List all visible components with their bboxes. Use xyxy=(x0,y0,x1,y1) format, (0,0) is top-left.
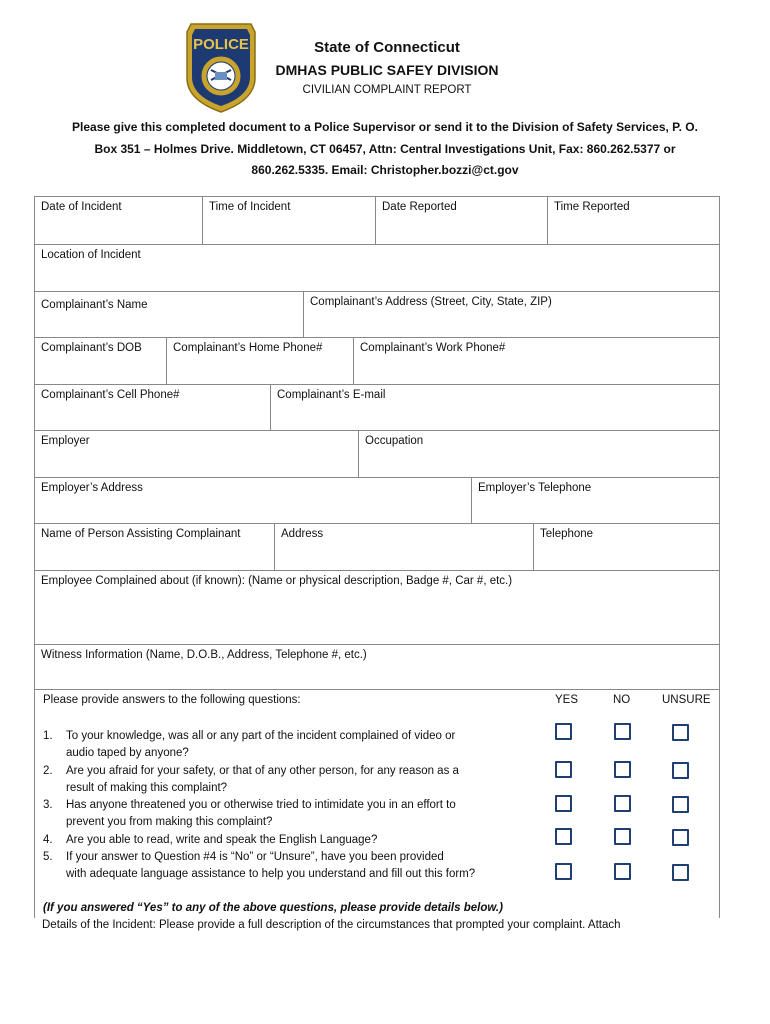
form-row-assisting xyxy=(35,523,719,570)
complainant-address-field[interactable]: Complainant’s Address (Street, City, State, ZIP) xyxy=(303,292,719,337)
q2-no-checkbox[interactable] xyxy=(614,761,631,778)
question-item-continued xyxy=(43,866,533,883)
question-text: result of making this complaint? xyxy=(66,781,228,794)
date-reported-field[interactable]: Date Reported xyxy=(375,197,547,244)
question-item xyxy=(43,728,533,745)
complaint-form-table xyxy=(34,196,720,690)
form-row-dates xyxy=(35,197,719,244)
form-row-witness xyxy=(35,644,719,689)
question-text: audio taped by anyone? xyxy=(66,747,189,760)
question-item xyxy=(43,849,533,866)
form-row-contact xyxy=(35,384,719,430)
q1-unsure-checkbox[interactable] xyxy=(672,724,689,741)
instructions-line-1: Please give this completed document to a Police Supervisor or send it to the Division of Safety Services, P. O. xyxy=(72,120,698,134)
form-row-employer-address xyxy=(35,477,719,523)
question-text: To your knowledge, was all or any part of the incident complained of video or xyxy=(66,730,456,742)
q4-yes-checkbox[interactable] xyxy=(555,828,572,845)
question-number: 3. xyxy=(43,799,53,812)
q3-unsure-checkbox[interactable] xyxy=(672,796,689,813)
form-row-employee-complained xyxy=(35,570,719,644)
q3-yes-checkbox[interactable] xyxy=(555,795,572,812)
question-text: prevent you from making this complaint? xyxy=(66,816,273,829)
email-field[interactable]: Complainant’s E-mail xyxy=(270,385,719,430)
q4-no-checkbox[interactable] xyxy=(614,828,631,845)
employer-telephone-field[interactable]: Employer’s Telephone xyxy=(471,478,719,523)
report-title: CIVILIAN COMPLAINT REPORT xyxy=(302,84,472,96)
instructions-line-3: 860.262.5335. Email: Christopher.bozzi@ct.gov xyxy=(251,163,519,177)
employee-complained-field[interactable]: Employee Complained about (if known): (Name or physical description, Badge #, Car #, etc.) xyxy=(41,575,513,587)
date-of-incident-field[interactable]: Date of Incident xyxy=(41,201,122,213)
assisting-person-field[interactable]: Name of Person Assisting Complainant xyxy=(41,528,241,540)
assisting-telephone-field[interactable]: Telephone xyxy=(533,524,719,570)
question-text: Are you afraid for your safety, or that of any other person, for any reason as a xyxy=(66,764,459,777)
column-no: NO xyxy=(613,694,631,706)
form-row-location xyxy=(35,244,719,291)
q5-yes-checkbox[interactable] xyxy=(555,863,572,880)
employer-address-field[interactable]: Employer’s Address xyxy=(41,482,143,494)
work-phone-field[interactable]: Complainant’s Work Phone# xyxy=(353,338,719,384)
question-number: 5. xyxy=(43,851,53,864)
question-number: 1. xyxy=(43,730,53,742)
question-text: with adequate language assistance to help you understand and fill out this form? xyxy=(66,868,476,881)
state-title: State of Connecticut xyxy=(314,39,460,56)
questions-section xyxy=(34,689,720,918)
form-row-employer xyxy=(35,430,719,477)
q5-unsure-checkbox[interactable] xyxy=(672,864,689,881)
division-title: DMHAS PUBLIC SAFEY DIVISION xyxy=(275,62,499,78)
form-row-complainant-phones xyxy=(35,337,719,384)
question-text: Has anyone threatened you or otherwise tried to intimidate you in an effort to xyxy=(66,799,456,812)
complainant-dob-field[interactable]: Complainant’s DOB xyxy=(41,342,142,354)
question-text: If your answer to Question #4 is “No” or “Unsure”, have you been provided xyxy=(66,851,444,864)
question-list xyxy=(43,728,533,884)
questions-note: (If you answered “Yes” to any of the above questions, please provide details below.) xyxy=(43,902,503,914)
question-number: 4. xyxy=(43,833,53,846)
cell-phone-field[interactable]: Complainant’s Cell Phone# xyxy=(41,389,180,401)
column-unsure: UNSURE xyxy=(662,694,711,706)
q3-no-checkbox[interactable] xyxy=(614,795,631,812)
q2-yes-checkbox[interactable] xyxy=(555,761,572,778)
question-number: 2. xyxy=(43,764,53,777)
question-item-continued xyxy=(43,814,533,831)
q1-no-checkbox[interactable] xyxy=(614,723,631,740)
complainant-name-field[interactable]: Complainant’s Name xyxy=(41,299,148,311)
column-yes: YES xyxy=(555,694,579,706)
q1-yes-checkbox[interactable] xyxy=(555,723,572,740)
home-phone-field[interactable]: Complainant’s Home Phone# xyxy=(166,338,353,384)
svg-text:POLICE: POLICE xyxy=(193,36,249,53)
assisting-address-field[interactable]: Address xyxy=(274,524,533,570)
witness-information-field[interactable]: Witness Information (Name, D.O.B., Address, Telephone #, etc.) xyxy=(41,649,367,661)
location-of-incident-field[interactable]: Location of Incident xyxy=(41,249,141,261)
question-item xyxy=(43,797,533,814)
q5-no-checkbox[interactable] xyxy=(614,863,631,880)
q4-unsure-checkbox[interactable] xyxy=(672,829,689,846)
employer-field[interactable]: Employer xyxy=(41,435,90,447)
q2-unsure-checkbox[interactable] xyxy=(672,762,689,779)
question-item-continued xyxy=(43,745,533,762)
occupation-field[interactable]: Occupation xyxy=(358,431,719,477)
time-of-incident-field[interactable]: Time of Incident xyxy=(202,197,375,244)
form-row-complainant-name xyxy=(35,291,719,337)
question-item xyxy=(43,832,533,849)
questions-lead: Please provide answers to the following questions: xyxy=(43,694,301,706)
instructions-line-2: Box 351 – Holmes Drive. Middletown, CT 06457, Attn: Central Investigations Unit, Fax: 860.262.5377 or xyxy=(94,141,676,156)
question-item xyxy=(43,763,533,780)
incident-details-label: Details of the Incident: Please provide a full description of the circumstances that prompted your complaint. Attach xyxy=(42,919,621,931)
question-item-continued xyxy=(43,780,533,797)
instructions xyxy=(30,117,740,182)
time-reported-field[interactable]: Time Reported xyxy=(547,197,719,244)
question-text: Are you able to read, write and speak the English Language? xyxy=(66,833,378,846)
